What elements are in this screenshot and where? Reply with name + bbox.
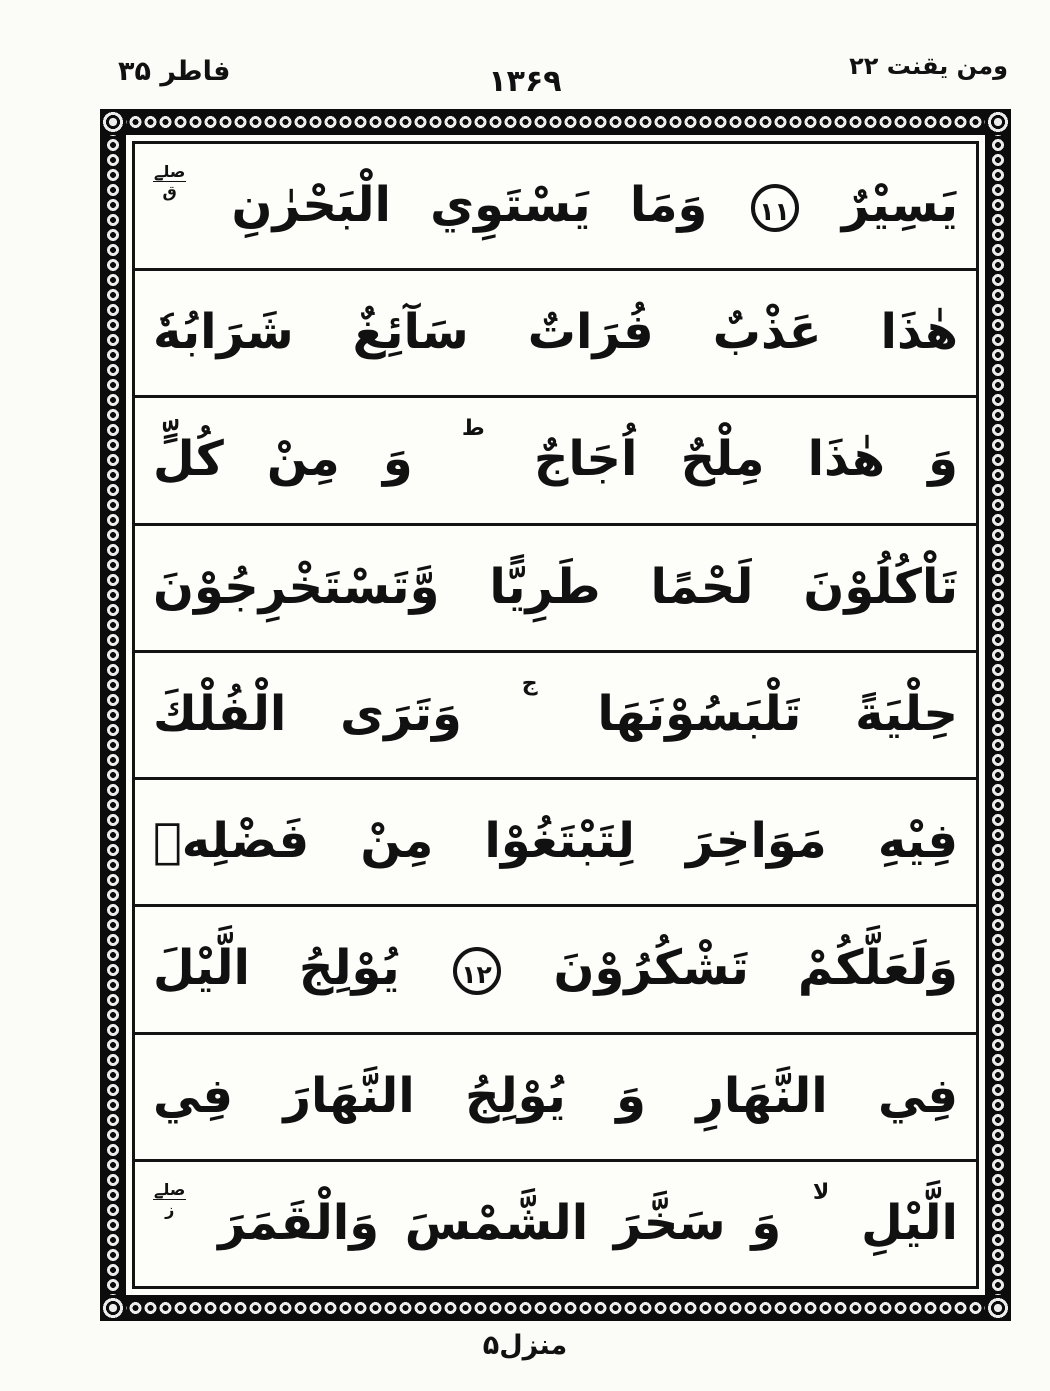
border-chain-top bbox=[126, 109, 985, 135]
ornamental-border-frame bbox=[100, 109, 1011, 1321]
border-chain-bottom bbox=[126, 1295, 985, 1321]
border-rosette-icon bbox=[100, 109, 126, 135]
ayah-text: فِي النَّهَارِ وَ يُوْلِجُ النَّهَارَ فِي bbox=[153, 1067, 958, 1124]
ayah-text: الَّيْلِ bbox=[861, 1194, 958, 1251]
waqf-laa-mark: لا bbox=[812, 1179, 830, 1205]
ayah-text: وَتَرَى الْفُلْكَ bbox=[153, 685, 462, 742]
running-head bbox=[0, 48, 1050, 108]
ayah-text: هٰذَا عَذْبٌ فُرَاتٌ سَآئِغٌ شَرَابُهٗ bbox=[153, 304, 958, 361]
ayah-text: وَمَا يَسْتَوِي الْبَحْرٰنِ bbox=[231, 177, 708, 233]
ayah-text: يُوْلِجُ الَّيْلَ bbox=[153, 940, 400, 997]
border-rosette-icon bbox=[985, 109, 1011, 135]
waqf-sala-mark: صلے bbox=[154, 1179, 186, 1199]
ayah-text: وَلَعَلَّكُمْ تَشْكُرُوْنَ bbox=[553, 940, 958, 997]
waqf-marks bbox=[153, 162, 186, 201]
verse-end-marker-12: ۱۲ bbox=[453, 947, 501, 995]
verse-end-marker-11: ۱۱ bbox=[751, 184, 799, 232]
waqf-tah-mark: ط bbox=[461, 416, 485, 442]
quran-line-1 bbox=[135, 144, 976, 271]
ayah-text: وَ مِنْ كُلٍّ bbox=[153, 431, 413, 488]
border-rosette-icon bbox=[985, 1295, 1011, 1321]
juz-label: ومن يقنت ۲۲ bbox=[849, 52, 1008, 80]
quran-line-2 bbox=[135, 271, 976, 398]
ayah-text: وَ هٰذَا مِلْحٌ اُجَاجٌ bbox=[533, 431, 958, 488]
surah-title: فاطر ۳۵ bbox=[118, 56, 231, 87]
ayah-text: يَسِيْرٌ bbox=[841, 177, 959, 233]
quran-text-area bbox=[132, 141, 979, 1289]
waqf-jeem-mark: ج bbox=[521, 670, 538, 696]
waqf-marks bbox=[153, 1180, 186, 1219]
quran-line-4 bbox=[135, 526, 976, 653]
ayah-text: حِلْيَةً تَلْبَسُوْنَهَا bbox=[597, 685, 959, 742]
quran-line-7 bbox=[135, 907, 976, 1034]
ayah-text: وَ سَخَّرَ الشَّمْسَ وَالْقَمَرَ bbox=[218, 1194, 782, 1251]
quran-line-8 bbox=[135, 1035, 976, 1162]
waqf-sala-mark: صلے bbox=[154, 162, 186, 181]
page-number: ۱۳۶۹ bbox=[488, 64, 562, 99]
waqf-za-mark: ز bbox=[165, 1199, 175, 1219]
quran-line-5 bbox=[135, 653, 976, 780]
waqf-qaf-mark: ق bbox=[162, 182, 177, 201]
text-panel bbox=[126, 135, 985, 1295]
border-rosette-icon bbox=[100, 1295, 126, 1321]
border-chain-right bbox=[985, 135, 1011, 1295]
manzil-label: منزل۵ bbox=[482, 1330, 568, 1361]
ayah-text: تَاْكُلُوْنَ لَحْمًا طَرِيًّا وَّتَسْتَخْرِجُوْنَ bbox=[153, 558, 958, 615]
ayah-text: فِيْهِ مَوَاخِرَ لِتَبْتَغُوْا مِنْ فَضْلِهٖ bbox=[153, 813, 958, 870]
border-chain-left bbox=[100, 135, 126, 1295]
quran-line-3 bbox=[135, 398, 976, 525]
quran-line-9 bbox=[135, 1162, 976, 1286]
quran-line-6 bbox=[135, 780, 976, 907]
